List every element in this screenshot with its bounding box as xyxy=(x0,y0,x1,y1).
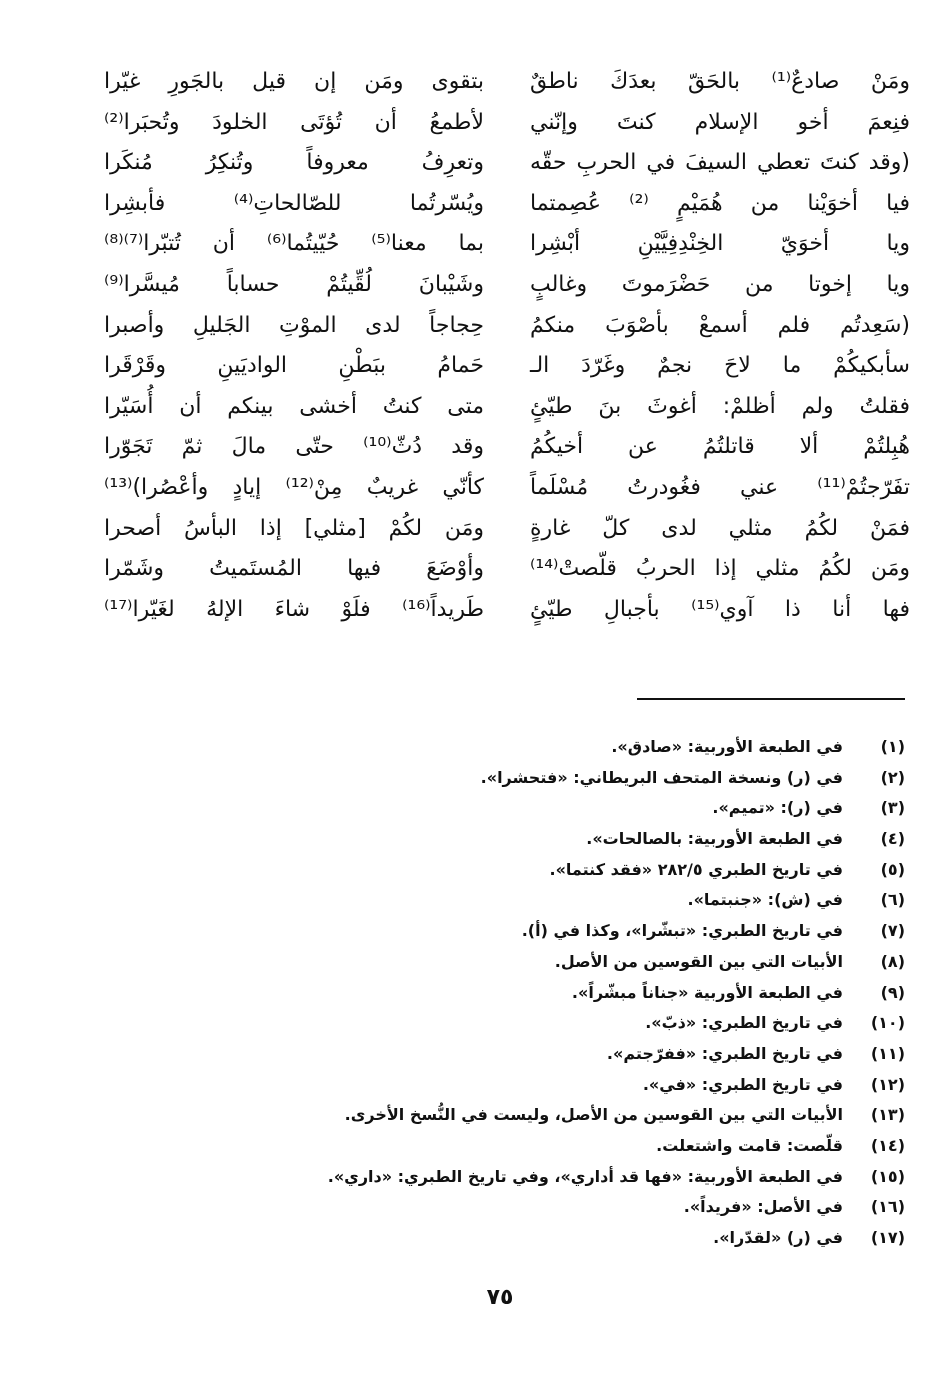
verse-line xyxy=(104,306,484,347)
footnote-number: (١٧) xyxy=(870,1228,905,1247)
footnote-text: في (ر) ونسخة المتحف البريطاني: «فتحشرا». xyxy=(480,767,843,787)
verse-text: سأبكيكُمْ ما لاحَ نجمٌ وغَرّدَ الـ xyxy=(530,353,910,379)
footnote-text: في الطبعة الأوربية: بالصالحات». xyxy=(586,829,843,849)
verse-text: وقد دُثّ⁽¹⁰⁾ حتّى مالَ ثمّ تَجَوّرا xyxy=(104,434,484,460)
footnote-text: في (ش): «جنبتما». xyxy=(687,890,843,910)
verse-line xyxy=(530,62,910,103)
footnote-number: (١٠) xyxy=(870,1013,905,1033)
verse-line xyxy=(104,62,484,103)
footnote-number: (٦) xyxy=(880,890,905,910)
verse-line xyxy=(530,427,910,468)
verse-line xyxy=(104,346,484,387)
footnote-text: الأبيات التي بين القوسين من الأصل. xyxy=(554,951,843,971)
verse-text: (وقد كنتَ تعطي السيفَ في الحربِ حقّه xyxy=(530,150,910,176)
verse-text: كأنّي غريبٌ مِنْ⁽¹²⁾ إيادٍ وأعْصُرا)⁽¹³⁾ xyxy=(104,474,484,500)
footnote-text: في تاريخ الطبري: «ففرّجتم». xyxy=(606,1043,843,1063)
verse-line xyxy=(104,184,484,225)
verse-text: وأوْضَعَ فيها المُستَميتُ وشَمّرا xyxy=(104,556,484,582)
footnote xyxy=(305,1008,905,1039)
footnote-number: (٧) xyxy=(880,921,905,941)
verse-text: ومَن لكُمْ [مثلي] إذا البأسُ أصحرا xyxy=(104,515,484,541)
verse-line xyxy=(104,468,484,509)
verse-line xyxy=(104,590,484,631)
verse-text: حَمامُ ببَطْنِ الواديَينِ وقَرْقَرا xyxy=(104,353,484,379)
footnote-number: (١) xyxy=(880,737,905,756)
verse-line xyxy=(530,346,910,387)
footnote-divider xyxy=(637,698,905,700)
verse-line xyxy=(530,184,910,225)
footnote-number: (١٦) xyxy=(870,1197,905,1217)
footnote-text: قلّصت: قامت واشتعلت. xyxy=(656,1135,843,1155)
footnote-number: (١٣) xyxy=(870,1105,905,1125)
footnote xyxy=(305,1162,905,1193)
footnote xyxy=(305,885,905,916)
footnote xyxy=(305,763,905,794)
footnote-number: (١٥) xyxy=(870,1166,905,1186)
footnote-number: (٨) xyxy=(880,951,905,971)
footnote xyxy=(305,1070,905,1101)
footnote-number: (٥) xyxy=(880,859,905,879)
footnote-text: في تاريخ الطبري: «في». xyxy=(642,1074,843,1094)
verse-text: حِجاجاً لدى الموْتِ الجَليلِ وأصبرا xyxy=(104,312,484,338)
footnote xyxy=(305,947,905,978)
footnote xyxy=(305,1039,905,1070)
footnote xyxy=(305,824,905,855)
verse-text: فها أنا ذا آوي⁽¹⁵⁾ بأجبالِ طيّئٍ xyxy=(530,596,910,622)
footnote-text: في تاريخ الطبري ٢٨٢/٥ «فقد كنتما». xyxy=(549,859,843,879)
verse-text: وتعرِفُ معروفاً وتُنكِرُ مُنكَرا xyxy=(104,150,484,176)
verse-text: بما معنا⁽⁵⁾ حُيّيتُما⁽⁶⁾ أن تُتبّرا⁽⁷⁾⁽⁸⁾ xyxy=(104,231,484,257)
footnote-text: في تاريخ الطبري: «ذبّ». xyxy=(645,1013,843,1033)
verse-line xyxy=(104,265,484,306)
footnote-number: (٣) xyxy=(880,798,905,818)
verse-text: فمَنْ لكُمُ مثلي لدى كلّ غارةٍ xyxy=(530,515,910,541)
footnote xyxy=(305,1100,905,1131)
page-number: ٧٥ xyxy=(486,1285,514,1310)
footnote-number: (٤) xyxy=(880,829,905,849)
footnote xyxy=(305,1192,905,1223)
verse-text: ويا إخوتا من حَضْرَموتَ وغالبٍ xyxy=(530,271,910,297)
footnote-text: في (ر): «تميم». xyxy=(712,798,843,818)
footnote-number: (١٤) xyxy=(870,1135,905,1155)
verse-text: هُبِلتُمْ ألا قاتلتُمُ عن أخيكُمُ xyxy=(530,434,910,460)
verse-line xyxy=(530,143,910,184)
verse-text: فيا أخوَيْنا من هُمَيْمٍ ⁽²⁾ عُصِمتما xyxy=(530,190,910,216)
verse-line xyxy=(530,549,910,590)
footnote-number: (٢) xyxy=(880,767,905,787)
verse-line xyxy=(104,387,484,428)
verse-line xyxy=(104,143,484,184)
footnote-number: (٩) xyxy=(880,982,905,1002)
verse-text: فنِعمَ أخو الإسلام كنتَ وإنّني xyxy=(530,109,910,135)
footnote xyxy=(305,793,905,824)
footnote xyxy=(305,732,905,763)
verse-line xyxy=(104,549,484,590)
footnote xyxy=(305,855,905,886)
footnote xyxy=(305,1131,905,1162)
footnote-text: الأبيات التي بين القوسين من الأصل، وليست في النُّسخ الأخرى. xyxy=(344,1105,843,1125)
footnotes-list xyxy=(305,732,905,1254)
verse-text: ويا أخوَيّ الخِنْدِفِيَّيْنِ أبْشِرا xyxy=(530,231,910,257)
footnote-number: (١٢) xyxy=(870,1074,905,1094)
verse-text: ومَنْ صادعٌ⁽¹⁾ بالحَقّ بعدَكَ ناطقٌ xyxy=(530,69,910,94)
verse-text: وشَيْبانَ لُقِّيتُمْ حساباً مُيسَّرا⁽⁹⁾ xyxy=(104,271,484,297)
footnote xyxy=(305,916,905,947)
verse-text: متى كنتُ أخشى بينكم أن أُسَيّرا xyxy=(104,393,484,419)
poem-left-column xyxy=(104,62,484,630)
verse-line xyxy=(104,224,484,265)
verse-text: طَريداً⁽¹⁶⁾ فلَوْ شاءَ الإلهُ لغَيّرا⁽¹⁷⁾ xyxy=(104,596,484,622)
verse-text: لأطمعُ أن تُؤتَى الخلودَ وتُحبَرا⁽²⁾ xyxy=(104,109,484,135)
verse-line xyxy=(104,427,484,468)
footnote-text: في الأصل: «فريداً». xyxy=(683,1197,843,1217)
verse-text: ومَن لكُمُ مثلي إذا الحربُ قلّصتْ⁽¹⁴⁾ xyxy=(530,556,910,582)
verse-text: بتقوى ومَن إن قيل بالجَورِ غيّرا xyxy=(104,69,484,94)
verse-line xyxy=(530,103,910,144)
verse-text: (سَعِدتُم فلم أسمعْ بأصْوَبَ منكمُ xyxy=(530,312,910,338)
poem-right-column xyxy=(530,62,910,630)
footnote xyxy=(305,978,905,1009)
footnote-number: (١١) xyxy=(870,1043,905,1063)
verse-line xyxy=(530,509,910,550)
footnote-text: في الطبعة الأوربية «جناناً مبشّراً». xyxy=(571,982,843,1002)
footnote-text: في الطبعة الأوربية: «فها قد أداري»، وفي تاريخ الطبري: «داري». xyxy=(327,1166,843,1186)
verse-line xyxy=(530,387,910,428)
verse-line xyxy=(530,306,910,347)
footnote-text: في تاريخ الطبري: «تبشّرا»، وكذا في (أ). xyxy=(521,921,843,941)
verse-line xyxy=(530,468,910,509)
verse-text: فقلتُ ولم أظلمْ: أغوثَ بنَ طيّئٍ xyxy=(530,393,910,419)
verse-line xyxy=(104,509,484,550)
footnote xyxy=(305,1223,905,1254)
verse-line xyxy=(530,590,910,631)
verse-text: تفَرّجتُمْ⁽¹¹⁾ عني فغُودرتُ مُسْلَماً xyxy=(530,474,910,500)
verse-line xyxy=(530,224,910,265)
verse-text: ويُسّرتُما للصّالحاتِ⁽⁴⁾ فأبشِرا xyxy=(104,190,484,216)
footnote-text: في (ر) «لقدّرا». xyxy=(713,1228,843,1247)
footnote-text: في الطبعة الأوربية: «صادق». xyxy=(611,737,843,756)
verse-line xyxy=(530,265,910,306)
verse-line xyxy=(104,103,484,144)
